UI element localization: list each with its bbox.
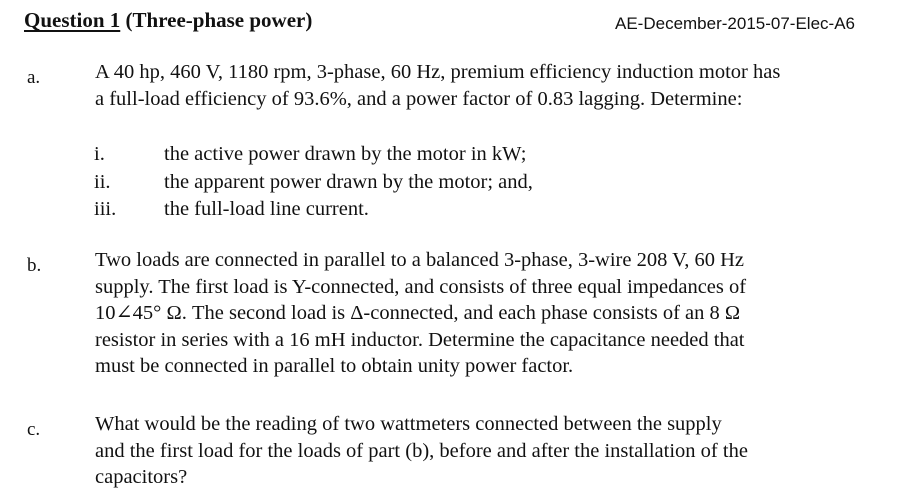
subitem-text: the full-load line current. [164,198,369,220]
part-a-text [95,59,780,112]
part-c-line: and the first load for the loads of part (b), before and after the installation of the [95,439,748,462]
subitem-text: the apparent power drawn by the motor; and, [164,171,533,193]
part-c-line: capacitors? [95,466,188,488]
part-b-label: b. [27,255,42,276]
part-a-line: A 40 hp, 460 V, 1180 rpm, 3-phase, 60 Hz, premium efficiency induction motor has [95,61,781,83]
part-b-text [95,247,746,380]
subitem-number: iii. [94,198,117,220]
subitem-number: i. [94,143,105,165]
part-a-label: a. [27,67,41,88]
part-b-line: 10∠45° Ω. The second load is Δ-connected, and each phase consists of an 8 Ω [95,302,741,324]
part-b-line: supply. The first load is Y-connected, and consists of three equal impedances of [95,275,747,298]
part-c-line: What would be the reading of two wattmeters connected between the supply [95,413,722,435]
part-c-text [95,411,748,491]
part-b-line: resistor in series with a 16 mH inductor. Determine the capacitance needed that [95,328,745,351]
question-title [24,8,312,33]
part-a-line: a full-load efficiency of 93.6%, and a power factor of 0.83 lagging. Determine: [95,87,743,110]
subitem-text: the active power drawn by the motor in kW; [164,143,527,165]
question-topic: (Three-phase power) [120,8,313,32]
part-b-line: Two loads are connected in parallel to a balanced 3-phase, 3-wire 208 V, 60 Hz [95,249,745,271]
subitem-number: ii. [94,171,111,193]
question-number: Question 1 [24,8,121,32]
part-b-line: must be connected in parallel to obtain unity power factor. [95,355,574,377]
part-c-label: c. [27,419,41,440]
exam-code: AE-December-2015-07-Elec-A6 [615,14,855,33]
